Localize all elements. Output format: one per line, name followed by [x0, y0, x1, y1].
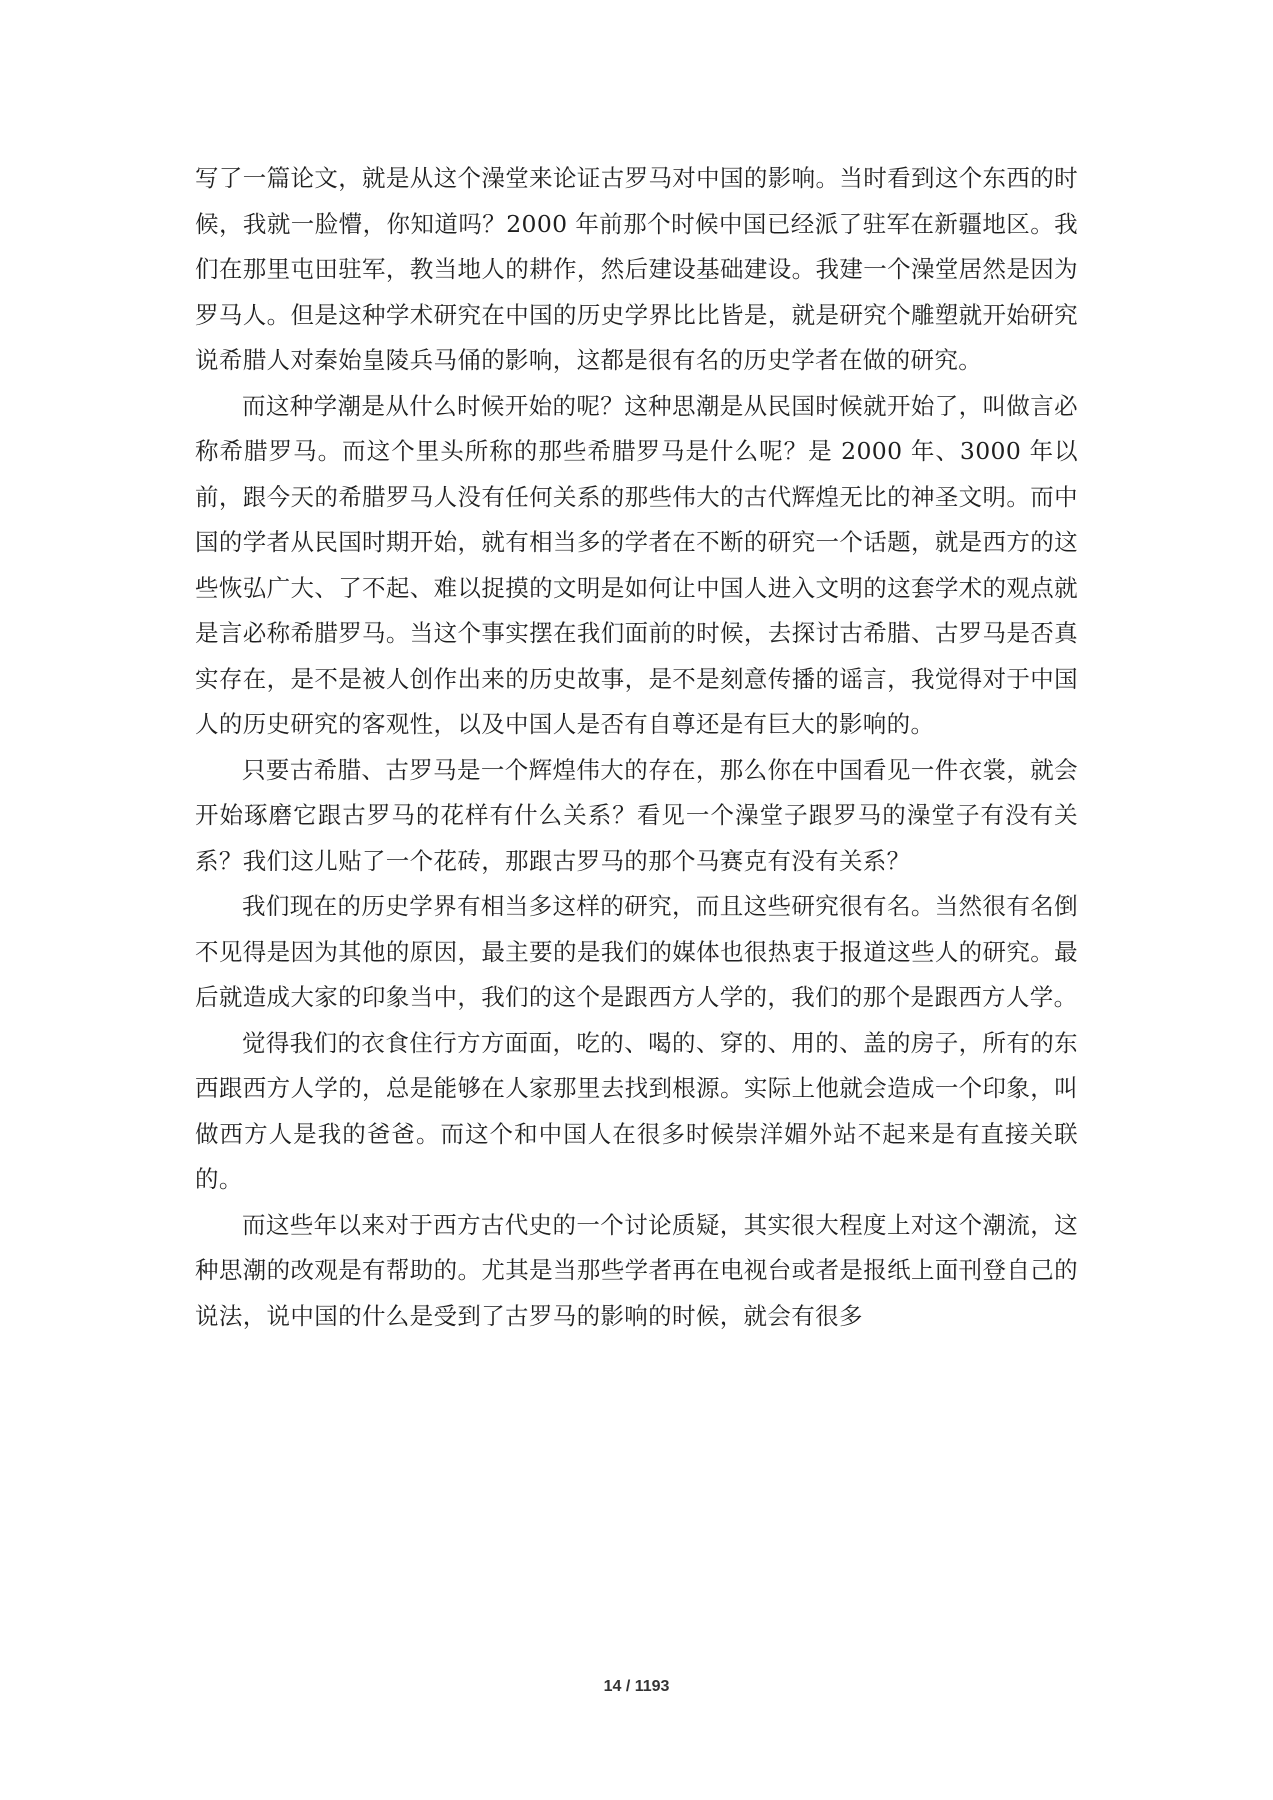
paragraph: 只要古希腊、古罗马是一个辉煌伟大的存在，那么你在中国看见一件衣裳，就会开始琢磨它跟古罗马的花样有什么关系？看见一个澡堂子跟罗马的澡堂子有没有关系？我们这儿贴了一个花砖，那跟古罗马的那个马赛克有没有关系？: [195, 755, 1078, 875]
paragraph-continued: 写了一篇论文，就是从这个澡堂来论证古罗马对中国的影响。当时看到这个东西的时候，我就一脸懵，你知道吗？2000 年前那个时候中国已经派了驻军在新疆地区。我们在那里屯田驻军，教当地人的耕作，然后建设基础建设。我建一个澡堂居然是因为罗马人。但是这种学术研究在中国的历史学界比比皆是，就是研究个雕塑就开始研究说希腊人对秦始皇陵兵马俑的影响，这都是很有名的历史学者在做的研究。: [195, 164, 1078, 374]
paragraph: 我们现在的历史学界有相当多这样的研究，而且这些研究很有名。当然很有名倒不见得是因为其他的原因，最主要的是我们的媒体也很热衷于报道这些人的研究。最后就造成大家的印象当中，我们的这个是跟西方人学的，我们的那个是跟西方人学。: [195, 892, 1078, 1011]
paragraph: 而这些年以来对于西方古代史的一个讨论质疑，其实很大程度上对这个潮流，这种思潮的改观是有帮助的。尤其是当那些学者再在电视台或者是报纸上面刊登自己的说法，说中国的什么是受到了古罗马的影响的时候，就会有很多: [195, 1210, 1078, 1330]
body-text: [195, 156, 1078, 1339]
paragraph: 觉得我们的衣食住行方方面面，吃的、喝的、穿的、用的、盖的房子，所有的东西跟西方人学的，总是能够在人家那里去找到根源。实际上他就会造成一个印象，叫做西方人是我的爸爸。而这个和中国人在很多时候崇洋媚外站不起来是有直接关联的。: [195, 1028, 1078, 1193]
page-number: 14 / 1193: [603, 1678, 670, 1695]
paragraph: 而这种学潮是从什么时候开始的呢？这种思潮是从民国时候就开始了，叫做言必称希腊罗马。而这个里头所称的那些希腊罗马是什么呢？是 2000 年、3000 年以前，跟今天的希腊罗马人没有任何关系的那些伟大的古代辉煌无比的神圣文明。而中国的学者从民国时期开始，就有相当多的学者在不断的研究一个话题，就是西方的这些恢弘广大、了不起、难以捉摸的文明是如何让中国人进入文明的这套学术的观点就是言必称希腊罗马。当这个事实摆在我们面前的时候，去探讨古希腊、古罗马是否真实存在，是不是被人创作出来的历史故事，是不是刻意传播的谣言，我觉得对于中国人的历史研究的客观性，以及中国人是否有自尊还是有巨大的影响的。: [195, 391, 1078, 738]
